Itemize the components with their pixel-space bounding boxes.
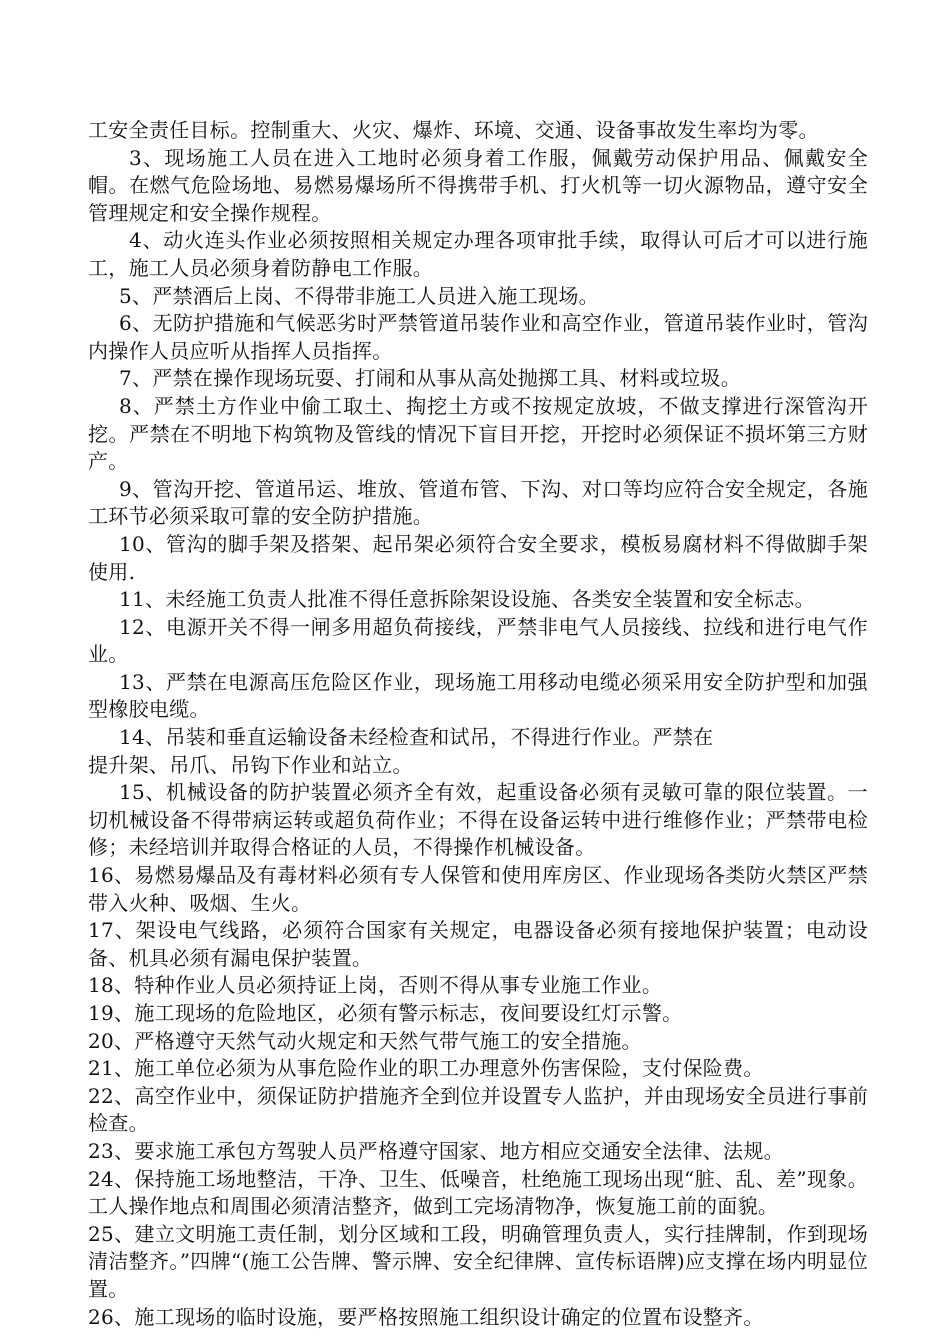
paragraph-item-16 (88, 862, 868, 917)
paragraph-item-5 (88, 283, 868, 311)
paragraph-0 (88, 117, 868, 145)
paragraph-item-26 (88, 1304, 868, 1332)
paragraph-line: 13、严禁在电源高压危险区作业，现场施工用移动电缆必须采用安全防护型和加强型橡胶电缆。 (88, 669, 868, 722)
paragraph-line: 18、特种作业人员必须持证上岗，否则不得从事专业施工作业。 (88, 973, 663, 998)
paragraph-line: 11、未经施工负责人批准不得任意拆除架设设施、各类安全装置和安全标志。 (119, 587, 815, 612)
paragraph-item-15 (88, 779, 868, 862)
paragraph-item-13 (88, 669, 868, 724)
paragraph-item-23 (88, 1138, 868, 1166)
paragraph-item-17 (88, 917, 868, 972)
paragraph-item-8 (88, 393, 868, 476)
paragraph-line: 25、建立文明施工责任制，划分区域和工段，明确管理负责人，实行挂牌制，作到现场清洁整齐。”四牌“(施工公告牌、警示牌、安全纪律牌、宣传标语牌)应支撑在场内明显位置。 (88, 1221, 868, 1301)
paragraph-line: 9、管沟开挖、管道吊运、堆放、管道布管、下沟、对口等均应符合安全规定，各施工环节必须采取可靠的安全防护措施。 (88, 476, 868, 529)
paragraph-item-21 (88, 1055, 868, 1083)
paragraph-line: 17、架设电气线路，必须符合国家有关规定，电器设备必须有接地保护装置；电动设备、机具必须有漏电保护装置。 (88, 918, 868, 970)
paragraph-line: 23、要求施工承包方驾驶人员严格遵守国家、地方相应交通安全法律、法规。 (88, 1138, 784, 1163)
paragraph-item-19 (88, 1000, 868, 1028)
paragraph-line: 提升架、吊爪、吊钩下作业和站立。 (88, 752, 413, 777)
paragraph-line: 4、动火连头作业必须按照相关规定办理各项审批手续，取得认可后才可以进行施工，施工人员必须身着防静电工作服。 (88, 228, 868, 280)
paragraph-item-10 (88, 531, 868, 586)
paragraph-line: 22、高空作业中，须保证防护措施齐全到位并设置专人监护，并由现场安全员进行事前检查。 (88, 1083, 868, 1136)
paragraph-line: 7、严禁在操作现场玩耍、打闹和从事从高处抛掷工具、材料或垃圾。 (119, 366, 742, 391)
paragraph-line: 6、无防护措施和气候恶劣时严禁管道吊装作业和高空作业，管道吊装作业时，管沟内操作人员应听从指挥人员指挥。 (88, 311, 868, 363)
paragraph-item-3 (88, 145, 868, 228)
paragraph-item-22 (88, 1083, 868, 1138)
paragraph-line: 19、施工现场的危险地区，必须有警示标志，夜间要设红灯示警。 (88, 1001, 683, 1025)
paragraph-line: 26、施工现场的临时设施，要严格按照施工组织设计确定的位置布设整齐。 (88, 1304, 764, 1329)
paragraph-line: 5、严禁酒后上岗、不得带非施工人员进入施工现场。 (119, 283, 599, 308)
paragraph-item-24 (88, 1166, 868, 1221)
paragraph-item-12 (88, 614, 868, 669)
document-body (88, 117, 868, 1331)
paragraph-item-14 (88, 724, 868, 779)
paragraph-item-9 (88, 476, 868, 531)
paragraph-line: 24、保持施工场地整洁，干净、卫生、低噪音，杜绝施工现场出现“脏、乱、差”现象。工人操作地点和周围必须清洁整齐，做到工完场清物净，恢复施工前的面貌。 (88, 1166, 868, 1219)
paragraph-line: 3、现场施工人员在进入工地时必须身着工作服，佩戴劳动保护用品、佩戴安全帽。在燃气危险场地、易燃易爆场所不得携带手机、打火机等一切火源物品，遵守安全管理规定和安全操作规程。 (88, 145, 868, 225)
paragraph-item-7 (88, 365, 868, 393)
paragraph-item-4 (88, 227, 868, 282)
paragraph-line: 工安全责任目标。控制重大、火灾、爆炸、环境、交通、设备事故发生率均为零。 (88, 118, 819, 142)
paragraph-item-11 (88, 586, 868, 614)
paragraph-item-18 (88, 972, 868, 1000)
paragraph-line: 15、机械设备的防护装置必须齐全有效，起重设备必须有灵敏可靠的限位装置。一切机械设备不得带病运转或超负荷作业；不得在设备运转中进行维修作业；严禁带电检修；未经培训并取得合格证的人员，不得操作机械设备。 (88, 780, 868, 860)
paragraph-item-25 (88, 1221, 868, 1304)
paragraph-item-6 (88, 310, 868, 365)
paragraph-line: 14、吊装和垂直运输设备未经检查和试吊，不得进行作业。严禁在 (119, 725, 714, 750)
paragraph-line: 10、管沟的脚手架及搭架、起吊架必须符合安全要求，模板易腐材料不得做脚手架使用. (88, 531, 868, 584)
paragraph-line: 8、严禁土方作业中偷工取土、掏挖土方或不按规定放坡，不做支撑进行深管沟开挖。严禁在不明地下构筑物及管线的情况下盲目开挖，开挖时必须保证不损坏第三方财产。 (88, 393, 868, 474)
paragraph-line: 12、电源开关不得一闸多用超负荷接线，严禁非电气人员接线、拉线和进行电气作业。 (88, 614, 868, 667)
paragraph-line: 16、易燃易爆品及有毒材料必须有专人保管和使用库房区、作业现场各类防火禁区严禁带入火种、吸烟、生火。 (88, 863, 868, 915)
paragraph-line: 21、施工单位必须为从事危险作业的职工办理意外伤害保险，支付保险费。 (88, 1056, 764, 1081)
paragraph-line: 20、严格遵守天然气动火规定和天然气带气施工的安全措施。 (88, 1028, 642, 1053)
paragraph-item-20 (88, 1028, 868, 1056)
